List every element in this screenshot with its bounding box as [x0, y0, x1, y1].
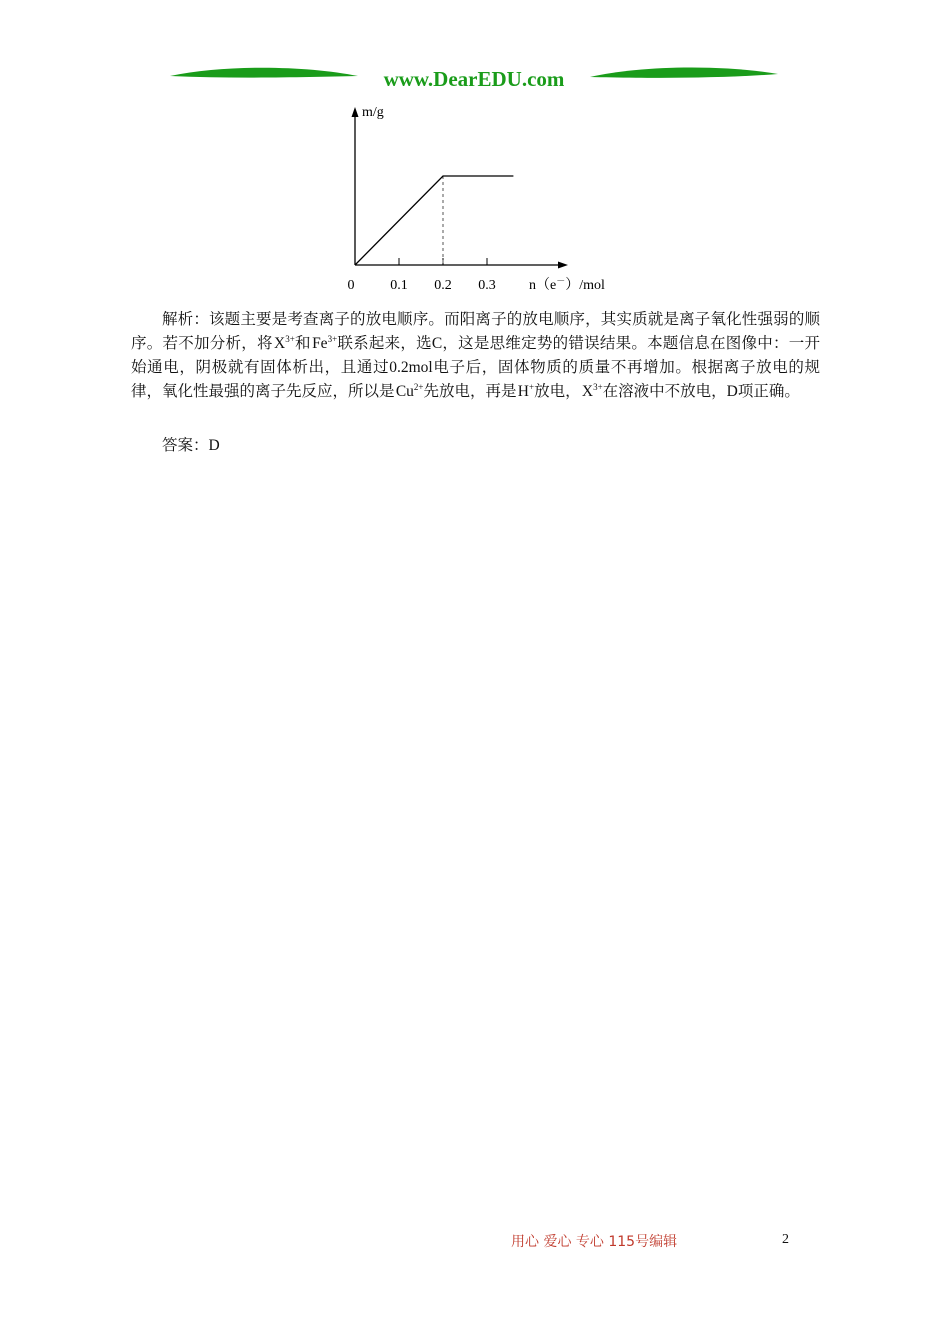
y-axis-label: m/g — [362, 105, 384, 120]
mass-vs-electrons-chart — [330, 95, 630, 300]
x-tick-label: 0.3 — [478, 278, 496, 293]
ion-x-3plus: $X^{3+}$ — [273, 334, 295, 352]
page-number: 2 — [782, 1232, 789, 1247]
x-tick-label: 0.1 — [390, 278, 408, 293]
right-swoosh — [590, 68, 778, 78]
ion-fe-3plus: $Fe^{3+}$ — [312, 334, 338, 352]
analysis-paragraph: 解析：该题主要是考查离子的放电顺序。而阳离子的放电顺序，其实质就是离子氧化性强弱的顺序。若不加分析，将 $X^{3+}$和 $Fe^{3+}$联系起来，选C，这是思维定势的错误结果。本题信息在图像中：一开始通电，阴极就有固体析出，且通过0.2mol电子后，固体物质的质量不再增加。根据离子放电的规律，氧化性最强的离子先反应，所以是 $Cu^{2+}$先放电，再是 H+放电， $X^{3+}$在溶液中不放电，D项正确。 — [131, 311, 820, 400]
series-line — [355, 176, 513, 265]
x-axis-arrow — [558, 262, 568, 269]
ion-cu-2plus: $Cu^{2+}$ — [395, 382, 424, 400]
ion-h-plus: H+ — [517, 382, 535, 400]
x-ticks — [390, 258, 496, 293]
footer-editor-note: 用心 爱心 专心 115号编辑 — [511, 1234, 678, 1250]
left-swoosh — [170, 68, 358, 78]
y-axis-arrow — [352, 107, 359, 117]
ion-x-3plus-2: $X^{3+}$ — [581, 382, 603, 400]
answer-line: 答案：D — [162, 437, 220, 454]
x-tick-label: 0.2 — [434, 278, 452, 293]
origin-label: 0 — [347, 278, 355, 293]
header-banner — [168, 62, 780, 96]
site-logo-text: www.DearEDU.com — [383, 67, 565, 91]
x-axis-label: n（e－）/mol — [529, 276, 605, 293]
